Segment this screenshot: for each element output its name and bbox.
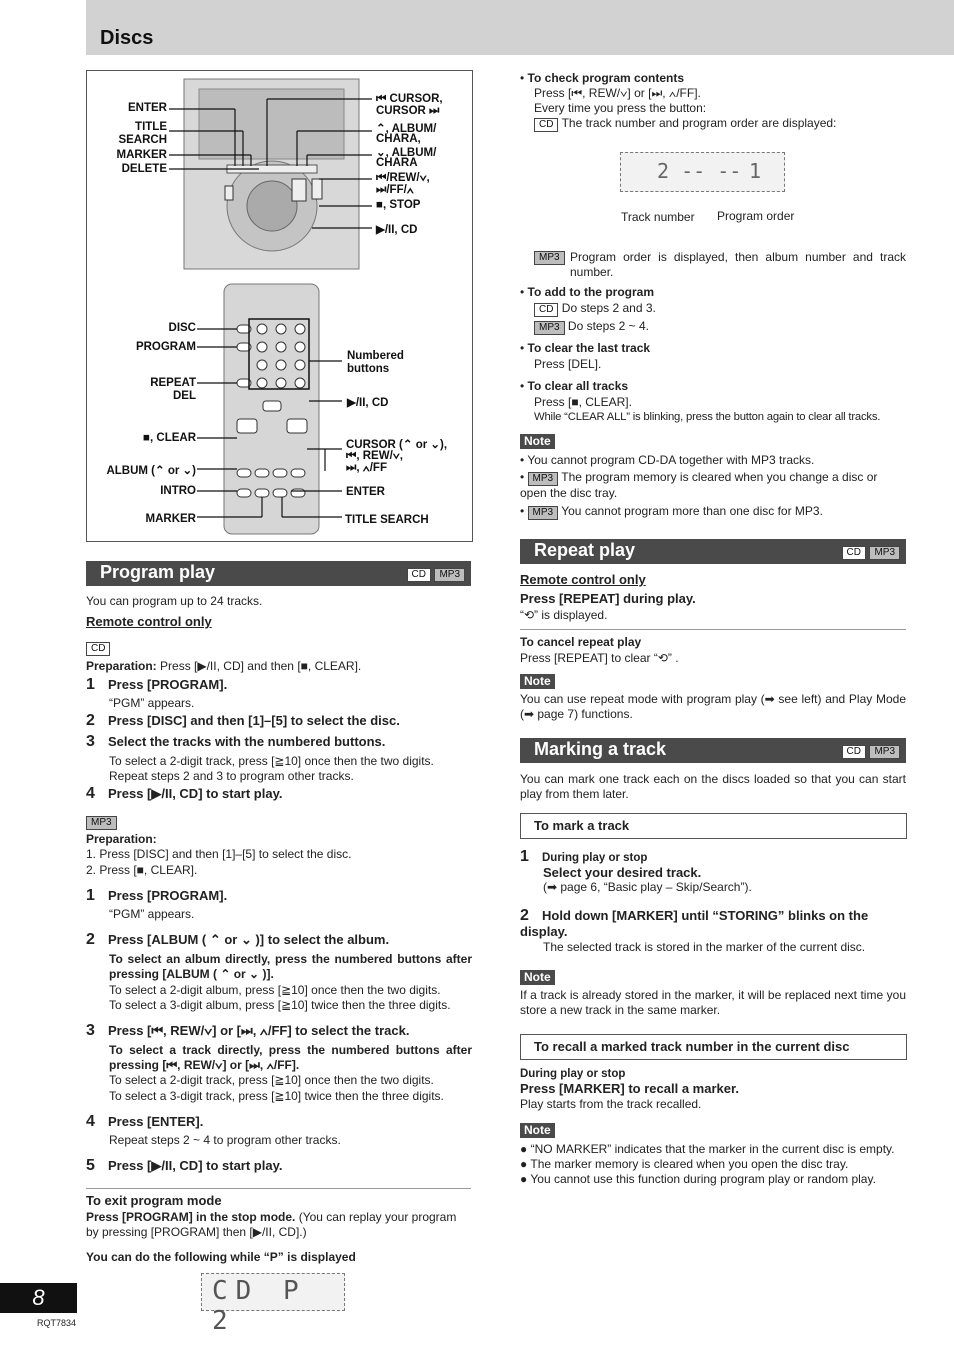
repeat-displayed: “⟲” is displayed. [520,608,608,622]
label-rew: ⏮/REW/∨, [376,172,430,184]
mp3-step-5: 5 Press [▶/II, CD] to start play. [86,1157,283,1174]
note-label-1: Note [520,434,555,449]
tag-cd: CD [407,568,431,582]
label-play-cd-remote: ▶/II, CD [347,397,389,409]
mark-note: If a track is already stored in the marker, it will be replaced next time you store a new track in the same marker. [520,988,906,1017]
label-enter: ENTER [128,102,167,114]
label-ff-remote: ⏭, ∧/FF [346,462,387,474]
label-clear: ■, CLEAR [143,432,196,444]
caption-track: Track number [621,210,695,224]
mp3-step-2-bold: To select an album directly, press the numbered buttons after pressing [ALBUM ( ⌃ or ⌄ )]. [109,952,472,981]
label-enter-remote: ENTER [346,486,385,498]
repeat-divider [520,629,906,630]
clear-last-text: Press [DEL]. [534,357,602,371]
label-delete: DELETE [121,163,167,175]
mark-box [520,813,907,839]
repeat-tag-cd: CD [842,546,866,560]
mark-step-1: 1 During play or stop [520,848,648,865]
program-intro: You can program up to 24 tracks. [86,594,263,608]
header-bar [86,0,954,55]
label-play-cd: ▶/II, CD [376,224,418,236]
marking-bar [520,738,906,763]
mp3-step-2-sub2: To select a 3-digit album, press [≧10] twice then the three digits. [109,998,451,1012]
mark-step-1-sub: (➡ page 6, “Basic play – Skip/Search”). [543,880,752,894]
label-repeat: REPEAT [150,377,196,389]
repeat-note-label: Note [520,674,555,689]
label-disc: DISC [168,322,196,334]
doc-code: RQT7834 [37,1318,77,1328]
while-p: You can do the following while “P” is displayed [86,1250,356,1264]
recall-note-3: ● You cannot use this function during program play or random play. [520,1172,876,1186]
add-title: • To add to the program [520,285,654,299]
label-album-down: ⌄, ALBUM/ [376,147,437,159]
display-track: 2 -- -- [657,159,742,183]
marking-title: Marking a track [534,739,667,759]
repeat-note: You can use repeat mode with program play (➡ see left) and Play Mode (➡ page 7) functions. [520,692,906,721]
cd-step-3-sub2: Repeat steps 2 and 3 to program other tracks. [109,769,354,783]
mark-step-2: 2 Hold down [MARKER] until “STORING” blinks on the display. [520,907,869,939]
mp3-step-4: 4 Press [ENTER]. [86,1113,204,1130]
display-order: 1 [749,159,762,183]
program-remote-only: Remote control only [86,614,212,629]
recall-note-2: ● The marker memory is cleared when you open the disc tray. [520,1157,849,1171]
cancel-title: To cancel repeat play [520,635,642,649]
recall-title: Press [MARKER] to recall a marker. [520,1081,739,1096]
cancel-text: Press [REPEAT] to clear “⟲” . [520,651,679,665]
divider [86,1188,471,1189]
mp3-prep-label: Preparation: [86,832,157,846]
label-del: DEL [173,390,196,402]
mp3-tag: MP3 [86,816,117,830]
recall-note-1: ● “NO MARKER” indicates that the marker in the current disc is empty. [520,1142,895,1156]
check-cd: CD The track number and program order are displayed: [534,116,836,132]
label-album-up: ⌃, ALBUM/ [376,123,437,135]
label-marker: MARKER [116,149,167,161]
lcd-text: CD P 2 [212,1276,307,1336]
add-cd: CD Do steps 2 and 3. [534,301,656,317]
note-1: • You cannot program CD-DA together with MP3 tracks. [520,453,815,467]
mp3-prep-1: 1. Press [DISC] and then [1]–[5] to select the disc. [86,847,352,861]
controls-diagram [86,70,473,542]
mp3-step-3-sub2: To select a 3-digit track, press [≧10] twice then the three digits. [109,1089,444,1103]
caption-order: Program order [717,209,795,223]
label-numbered: Numbered [347,350,404,362]
cd-step-4: 4 Press [▶/II, CD] to start play. [86,785,283,802]
mark-note-label: Note [520,970,555,985]
exit-text: Press [PROGRAM] in the stop mode. (You can replay your program by pressing [PROGRAM] then [▶/II, CD].) [86,1210,457,1239]
recall-sub: Play starts from the track recalled. [520,1097,702,1111]
mark-box-title: To mark a track [534,818,630,833]
label-album: ALBUM (⌃ or ⌄) [106,465,196,477]
check-l1: Press [⏮, REW/∨] or [⏭, ∧/FF]. [534,86,701,100]
note-2: • MP3 The program memory is cleared when you change a disc or open the disc tray. [520,470,878,500]
label-cursor-remote: CURSOR (⌃ or ⌄), [346,439,448,451]
mp3-step-2-sub: To select a 2-digit album, press [≧10] once then the two digits. [109,983,441,997]
marking-tag-cd: CD [842,745,866,759]
cd-step-1-sub: “PGM” appears. [109,696,195,710]
lcd-display [201,1273,345,1336]
repeat-tag-mp3: MP3 [869,546,900,560]
check-l2: Every time you press the button: [534,101,707,115]
mp3-step-2: 2 Press [ALBUM ( ⌃ or ⌄ )] to select the album. [86,931,390,948]
mp3-step-3-bold: To select a track directly, press the numbered buttons after pressing [⏮, REW/∨] or [⏭, ∧/FF]. [109,1043,472,1072]
cd-tag: CD [86,642,110,656]
mp3-step-3: 3 Press [⏮, REW/∨] or [⏭, ∧/FF] to select the track. [86,1022,410,1039]
recall-box [520,1034,907,1060]
exit-title: To exit program mode [86,1193,222,1208]
label-marker-remote: MARKER [145,513,196,525]
label-ff: ⏭/FF/∧ [376,184,414,196]
add-mp3: MP3 Do steps 2 ~ 4. [534,319,649,335]
cd-step-3: 3 Select the tracks with the numbered buttons. [86,733,386,750]
recall-small: During play or stop [520,1068,626,1080]
cd-step-2: 2 Press [DISC] and then [1]–[5] to select the disc. [86,712,400,729]
repeat-play-bar [520,539,906,564]
repeat-remote-only: Remote control only [520,572,646,587]
label-search: SEARCH [118,134,167,146]
mp3-step-1-sub: “PGM” appears. [109,907,195,921]
label-title-search: TITLE SEARCH [345,514,429,526]
clear-all-title: • To clear all tracks [520,379,629,393]
check-mp3-tag: MP3 [534,251,565,265]
label-rew-remote: ⏮, REW/∨, [346,450,403,462]
clear-last-title: • To clear the last track [520,341,651,355]
clear-all-small: While “CLEAR ALL” is blinking, press the button again to clear all tracks. [534,411,881,423]
check-display [620,152,785,192]
check-mp3-text: Program order is displayed, then album number and track number. [570,250,906,279]
marking-intro: You can mark one track each on the discs loaded so that you can start play from them later. [520,772,906,801]
cd-step-1: 1 Press [PROGRAM]. [86,676,228,693]
cd-preparation: Preparation: Press [▶/II, CD] and then [■, CLEAR]. [86,659,362,673]
label-title: TITLE [135,121,167,133]
mark-step-1-title: Select your desired track. [543,865,702,880]
label-buttons: buttons [347,363,390,375]
repeat-play-title: Repeat play [534,540,636,560]
label-program: PROGRAM [135,341,196,353]
mp3-prep-2: 2. Press [■, CLEAR]. [86,863,198,877]
check-title: • To check program contents [520,71,685,85]
program-play-bar [86,561,471,586]
recall-box-title: To recall a marked track number in the current disc [534,1039,850,1054]
label-intro: INTRO [160,485,196,497]
page-number: 8 [0,1283,77,1313]
tag-mp3: MP3 [434,568,465,582]
clear-all-text: Press [■, CLEAR]. [534,395,632,409]
mp3-step-1: 1 Press [PROGRAM]. [86,887,228,904]
page-title: Discs [100,27,154,49]
marking-tag-mp3: MP3 [869,745,900,759]
recall-note-label: Note [520,1123,555,1138]
mark-step-2-sub: The selected track is stored in the marker of the current disc. [543,940,866,954]
label-cursor-2: CURSOR ⏭ [376,105,440,117]
note-3: • MP3 You cannot program more than one disc for MP3. [520,504,823,518]
label-chara-2: CHARA [376,157,418,169]
repeat-press: Press [REPEAT] during play. [520,591,696,606]
label-stop: ■, STOP [376,199,421,211]
label-cursor-1: ⏮ CURSOR, [376,93,443,105]
program-play-title: Program play [100,562,216,582]
cd-step-3-sub: To select a 2-digit track, press [≧10] once then the two digits. [109,754,434,768]
mp3-step-4-sub: Repeat steps 2 ~ 4 to program other tracks. [109,1133,341,1147]
mp3-step-3-sub: To select a 2-digit track, press [≧10] once then the two digits. [109,1073,434,1087]
label-chara-1: CHARA, [376,133,421,145]
